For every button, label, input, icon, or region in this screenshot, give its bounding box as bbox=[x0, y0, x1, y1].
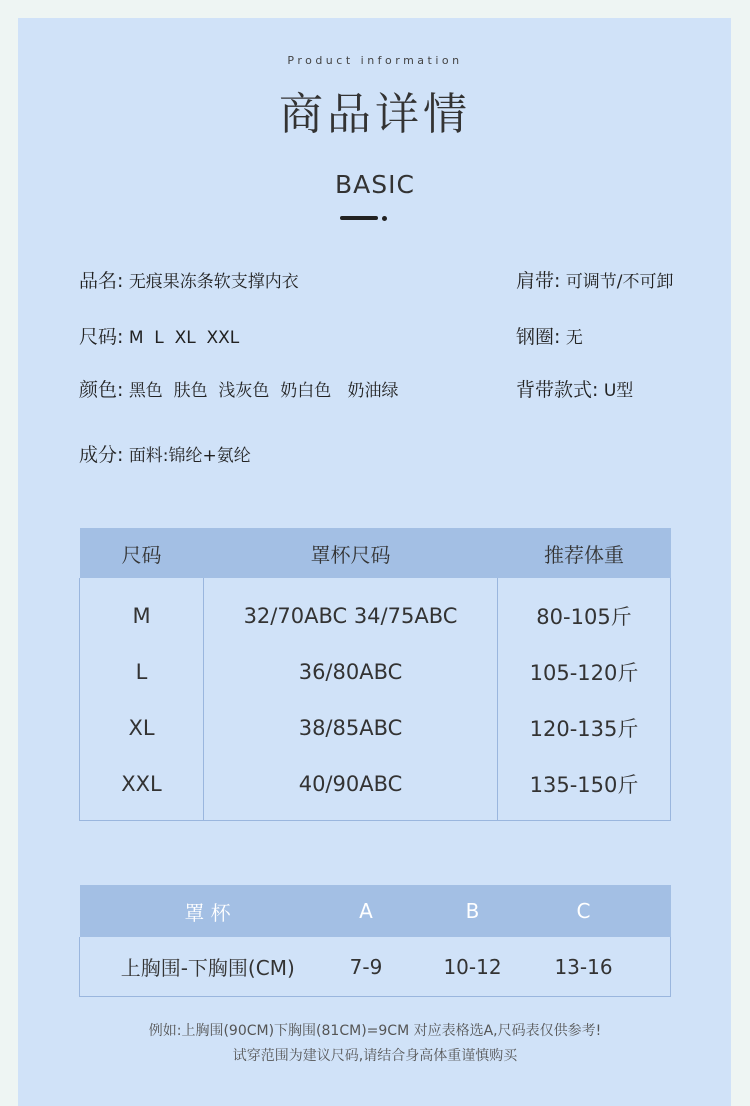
note-advice: 试穿范围为建议尺码,请结合身高体重谨慎购买 bbox=[232, 1048, 518, 1064]
note-example: 例如:上胸围(90CM)下胸围(81CM)=9CM 对应表格选A,尺码表仅供参考! bbox=[148, 1023, 602, 1039]
info-back-value: U型 bbox=[603, 381, 634, 401]
info-color-key: 颜色: bbox=[79, 379, 124, 401]
table-cell: 38/85ABC bbox=[204, 700, 498, 756]
table-cell: XXL bbox=[80, 756, 204, 821]
table-row bbox=[80, 700, 671, 756]
info-strap bbox=[516, 266, 674, 293]
page-title: 商品详情 bbox=[279, 89, 471, 140]
table-row bbox=[80, 644, 671, 700]
info-material bbox=[79, 440, 251, 467]
table-cell: L bbox=[80, 644, 204, 700]
size-table-header bbox=[80, 528, 671, 578]
table-cell: 120-135斤 bbox=[498, 700, 671, 756]
info-size-value: M L XL XXL bbox=[128, 328, 240, 348]
info-color-value: 黑色 肤色 浅灰色 奶白色 奶油绿 bbox=[128, 381, 399, 401]
size-table-header-cell: 推荐体重 bbox=[498, 528, 671, 578]
table-cell: 10-12 bbox=[397, 937, 549, 997]
cup-table bbox=[79, 885, 671, 997]
cup-table-header-spacer bbox=[619, 885, 671, 937]
info-back bbox=[516, 375, 633, 402]
info-name bbox=[79, 266, 299, 293]
section-heading: BASIC bbox=[335, 170, 415, 199]
info-wire-value: 无 bbox=[565, 328, 583, 348]
cup-table-header-cell: A bbox=[336, 885, 397, 937]
size-table bbox=[79, 528, 671, 821]
table-cell: 13-16 bbox=[549, 937, 619, 997]
info-size-key: 尺码: bbox=[79, 326, 124, 348]
table-row bbox=[80, 937, 671, 997]
info-wire-key: 钢圈: bbox=[516, 326, 561, 348]
info-material-key: 成分: bbox=[79, 444, 124, 466]
info-color bbox=[79, 375, 398, 402]
info-strap-key: 肩带: bbox=[516, 270, 561, 292]
table-cell-spacer bbox=[619, 937, 671, 997]
cup-table-header bbox=[80, 885, 671, 937]
cup-table-header-cell: C bbox=[549, 885, 619, 937]
info-material-value: 面料:锦纶+氨纶 bbox=[128, 446, 251, 466]
divider-dot bbox=[382, 216, 387, 221]
table-cell: 105-120斤 bbox=[498, 644, 671, 700]
table-row bbox=[80, 578, 671, 644]
table-cell: 80-105斤 bbox=[498, 578, 671, 644]
cup-table-header-cell: 罩 杯 bbox=[80, 885, 336, 937]
page-subtitle: Product information bbox=[287, 54, 463, 67]
table-cell: 32/70ABC 34/75ABC bbox=[204, 578, 498, 644]
info-name-value: 无痕果冻条软支撑内衣 bbox=[128, 272, 299, 292]
table-cell: XL bbox=[80, 700, 204, 756]
table-row bbox=[80, 756, 671, 821]
table-cell: 36/80ABC bbox=[204, 644, 498, 700]
cup-table-header-cell: B bbox=[397, 885, 549, 937]
info-back-key: 背带款式: bbox=[516, 379, 599, 401]
table-cell: 7-9 bbox=[336, 937, 397, 997]
table-cell: 135-150斤 bbox=[498, 756, 671, 821]
size-table-header-cell: 尺码 bbox=[80, 528, 204, 578]
info-wire bbox=[516, 322, 583, 349]
divider-dash bbox=[340, 216, 378, 220]
table-cell: 40/90ABC bbox=[204, 756, 498, 821]
info-name-key: 品名: bbox=[79, 270, 124, 292]
info-strap-value: 可调节/不可卸 bbox=[565, 272, 674, 292]
table-cell: 上胸围-下胸围(CM) bbox=[80, 937, 336, 997]
size-table-header-cell: 罩杯尺码 bbox=[204, 528, 498, 578]
info-size bbox=[79, 322, 239, 349]
table-cell: M bbox=[80, 578, 204, 644]
